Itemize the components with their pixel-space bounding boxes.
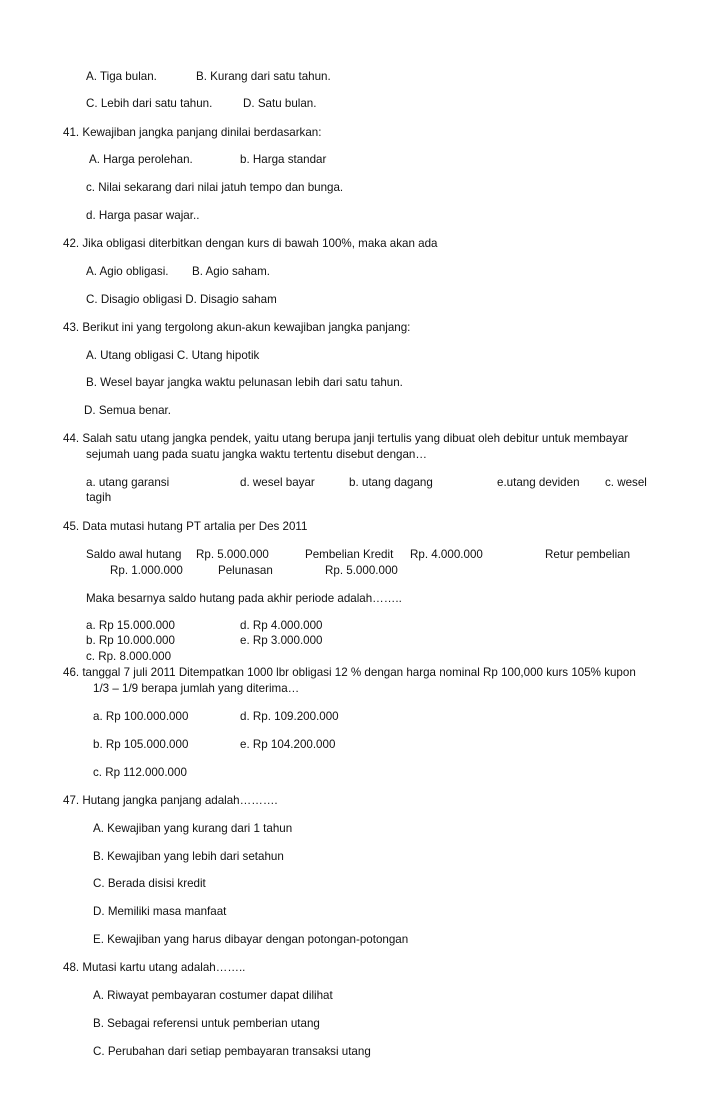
q43-option-b: B. Wesel bayar jangka waktu pelunasan lebih dari satu tahun. [86, 376, 403, 389]
q45-pembelian-label: Pembelian Kredit [305, 548, 394, 561]
q45-saldo-label: Saldo awal hutang [86, 548, 182, 561]
q45-pembelian-value: Rp. 4.000.000 [410, 548, 483, 561]
q42-option-a: A. Agio obligasi. [86, 265, 169, 278]
q42-question: 42. Jika obligasi diterbitkan dengan kurs di bawah 100%, maka akan ada [63, 237, 438, 250]
q45-question: 45. Data mutasi hutang PT artalia per Des 2011 [63, 520, 308, 533]
q40-option-b: B. Kurang dari satu tahun. [196, 70, 331, 83]
q45-prompt: Maka besarnya saldo hutang pada akhir periode adalah…….. [86, 592, 402, 605]
q45-pelunasan-label: Pelunasan [218, 564, 273, 577]
q46-option-a: a. Rp 100.000.000 [93, 710, 189, 723]
q45-option-a: a. Rp 15.000.000 [86, 619, 175, 632]
q46-question-line1: 46. tanggal 7 juli 2011 Ditempatkan 1000 lbr obligasi 12 % dengan harga nominal Rp 100,000 kurs 105% kupon [63, 666, 636, 679]
q46-question-line2: 1/3 – 1/9 berapa jumlah yang diterima… [93, 682, 300, 695]
q47-option-a: A. Kewajiban yang kurang dari 1 tahun [93, 822, 293, 835]
q44-option-c-continued: tagih [86, 491, 112, 504]
q43-option-a-c: A. Utang obligasi C. Utang hipotik [86, 349, 260, 362]
q41-option-a: A. Harga perolehan. [89, 153, 193, 166]
q40-option-d: D. Satu bulan. [243, 97, 317, 110]
q47-option-e: E. Kewajiban yang harus dibayar dengan potongan-potongan [93, 933, 409, 946]
q46-option-b: b. Rp 105.000.000 [93, 738, 189, 751]
q42-option-b: B. Agio saham. [192, 265, 270, 278]
q44-question-line2: sejumah uang pada suatu jangka waktu tertentu disebut dengan… [86, 448, 427, 461]
q45-retur-value: Rp. 1.000.000 [110, 564, 183, 577]
q46-option-d: d. Rp. 109.200.000 [240, 710, 339, 723]
q41-question: 41. Kewajiban jangka panjang dinilai berdasarkan: [63, 126, 322, 139]
q48-question: 48. Mutasi kartu utang adalah…….. [63, 961, 246, 974]
q45-option-b: b. Rp 10.000.000 [86, 634, 175, 647]
q45-saldo-value: Rp. 5.000.000 [196, 548, 269, 561]
q47-option-c: C. Berada disisi kredit [93, 877, 206, 890]
q47-option-d: D. Memiliki masa manfaat [93, 905, 227, 918]
q40-option-a: A. Tiga bulan. [86, 70, 157, 83]
q45-pelunasan-value: Rp. 5.000.000 [325, 564, 398, 577]
q47-question: 47. Hutang jangka panjang adalah………. [63, 794, 278, 807]
q41-option-c: c. Nilai sekarang dari nilai jatuh tempo dan bunga. [86, 181, 344, 194]
q45-retur-label: Retur pembelian [545, 548, 631, 561]
q45-option-c: c. Rp. 8.000.000 [86, 650, 172, 663]
q43-question: 43. Berikut ini yang tergolong akun-akun kewajiban jangka panjang: [63, 321, 411, 334]
q42-option-c-d: C. Disagio obligasi D. Disagio saham [86, 293, 277, 306]
q44-option-b: b. utang dagang [349, 476, 433, 489]
q48-option-a: A. Riwayat pembayaran costumer dapat dilihat [93, 989, 333, 1002]
q44-option-d: d. wesel bayar [240, 476, 315, 489]
q44-question-line1: 44. Salah satu utang jangka pendek, yaitu utang berupa janji tertulis yang dibuat oleh debitur untuk membayar [63, 432, 629, 445]
q44-option-c: c. wesel [605, 476, 647, 489]
q48-option-b: B. Sebagai referensi untuk pemberian utang [93, 1017, 320, 1030]
q45-option-e: e. Rp 3.000.000 [240, 634, 323, 647]
q46-option-c: c. Rp 112.000.000 [93, 766, 187, 779]
q43-option-d: D. Semua benar. [84, 404, 172, 417]
q41-option-b: b. Harga standar [240, 153, 327, 166]
q41-option-d: d. Harga pasar wajar.. [86, 209, 200, 222]
q40-option-c: C. Lebih dari satu tahun. [86, 97, 213, 110]
q48-option-c: C. Perubahan dari setiap pembayaran transaksi utang [93, 1045, 371, 1058]
q45-option-d: d. Rp 4.000.000 [240, 619, 323, 632]
q44-option-a: a. utang garansi [86, 476, 170, 489]
q44-option-e: e.utang deviden [497, 476, 580, 489]
q47-option-b: B. Kewajiban yang lebih dari setahun [93, 850, 284, 863]
q46-option-e: e. Rp 104.200.000 [240, 738, 336, 751]
